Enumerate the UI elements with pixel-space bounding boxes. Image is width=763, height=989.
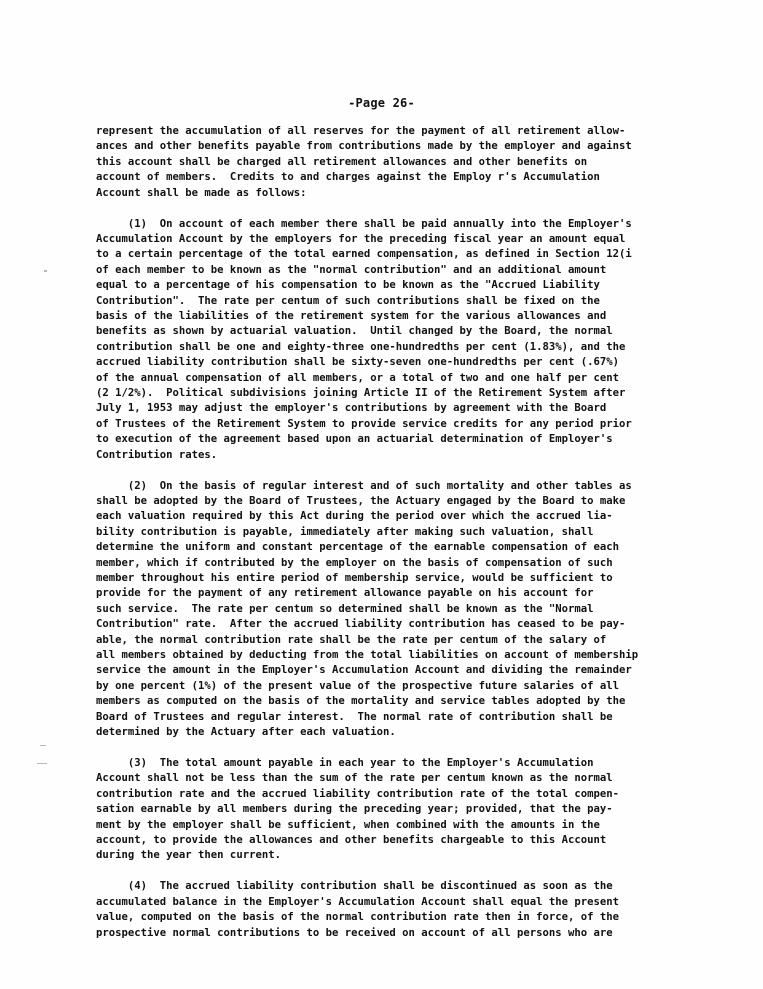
text-line: Contribution" rate. After the accrued liability contribution has ceased to be pay- (96, 618, 626, 631)
text-line: determined by the Actuary after each valuation. (96, 726, 396, 739)
text-line: this account shall be charged all retirement allowances and other benefits on (96, 155, 588, 168)
text-line: shall be adopted by the Board of Trustees, the Actuary engaged by the Board to make (96, 494, 626, 507)
text-line: Accumulation Account by the employers for the preceding fiscal year an amount equal (96, 232, 626, 245)
text-line: Account shall be made as follows: (96, 186, 307, 199)
text-line: value, computed on the basis of the normal contribution rate then in force, of the (96, 911, 619, 924)
paragraph (96, 124, 736, 201)
text-line: represent the accumulation of all reserves for the payment of all retirement allow- (96, 125, 626, 137)
paragraph (96, 479, 736, 741)
text-line: ances and other benefits payable from contributions made by the employer and against (96, 140, 632, 153)
text-line: service the amount in the Employer's Accumulation Account and dividing the remainder (96, 664, 632, 677)
text-line: (2 1/2%). Political subdivisions joining Article II of the Retirement System after (96, 387, 626, 399)
text-line: account of members. Credits to and charges against the Employ r's Accumulation (96, 171, 600, 184)
text-line: members as computed on the basis of the mortality and service tables adopted by the (96, 695, 626, 708)
text-line: able, the normal contribution rate shall be the rate per centum of the salary of (96, 633, 607, 646)
scan-speck (40, 745, 46, 746)
text-line: to execution of the agreement based upon an actuarial determination of Employer's (96, 433, 613, 446)
text-line: (3) The total amount payable in each year to the Employer's Accumulation (96, 756, 594, 769)
text-line: ment by the employer shall be sufficient, when combined with the amounts in the (96, 818, 600, 831)
text-line: sation earnable by all members during the preceding year; provided, that the pay- (96, 803, 613, 816)
text-line: contribution shall be one and eighty-three one-hundredths per cent (1.83%), and the (96, 340, 626, 353)
text-line: accrued liability contribution shall be sixty-seven one-hundredths per cent (.67%) (96, 356, 619, 369)
text-line: Contribution rates. (96, 448, 218, 461)
body-text (96, 124, 736, 956)
scan-speck (37, 763, 47, 764)
text-line: prospective normal contributions to be received on account of all persons who are (96, 926, 613, 939)
text-line: basis of the liabilities of the retirement system for the various allowances and (96, 309, 607, 322)
text-line: account, to provide the allowances and other benefits chargeable to this Account (96, 833, 607, 846)
text-line: equal to a percentage of his compensation to be known as the "Accrued Liability (96, 279, 600, 292)
text-line: of Trustees of the Retirement System to provide service credits for any period prior (96, 417, 632, 430)
text-line: each valuation required by this Act during the period over which the accrued lia- (96, 510, 613, 523)
text-line: determine the uniform and constant percentage of the earnable compensation of each (96, 541, 619, 554)
text-line: July 1, 1953 may adjust the employer's contributions by agreement with the Board (96, 402, 607, 415)
text-line: benefits as shown by actuarial valuation. Until changed by the Board, the normal (96, 325, 613, 338)
text-line: accumulated balance in the Employer's Accumulation Account shall equal the present (96, 895, 619, 908)
paragraph (96, 756, 736, 864)
text-line: during the year then current. (96, 849, 281, 862)
text-line: bility contribution is payable, immediately after making such valuation, shall (96, 525, 594, 538)
scan-speck (44, 270, 47, 272)
text-line: (1) On account of each member there shall be paid annually into the Employer's (96, 217, 632, 230)
text-line: Contribution". The rate per centum of such contributions shall be fixed on the (96, 294, 600, 307)
text-line: all members obtained by deducting from the total liabilities on account of membership (96, 649, 639, 661)
text-line: Account shall not be less than the sum of the rate per centum known as the normal (96, 772, 613, 785)
text-line: member, which if contributed by the employer on the basis of compensation of such (96, 556, 613, 569)
text-line: (2) On the basis of regular interest and of such mortality and other tables as (96, 479, 632, 492)
text-line: by one percent (1%) of the present value of the prospective future salaries of all (96, 679, 619, 692)
text-line: Board of Trustees and regular interest. The normal rate of contribution shall be (96, 710, 613, 723)
text-line: contribution rate and the accrued liability contribution rate of the total compen- (96, 787, 619, 800)
text-line: to a certain percentage of the total earned compensation, as defined in Section 12(i (96, 248, 632, 261)
text-line: member throughout his entire period of membership service, would be sufficient to (96, 571, 613, 584)
text-line: of the annual compensation of all members, or a total of two and one half per cent (96, 371, 619, 384)
paragraph (96, 879, 736, 941)
text-line: provide for the payment of any retirement allowance payable on his account for (96, 587, 594, 600)
text-line: (4) The accrued liability contribution shall be discontinued as soon as the (96, 880, 613, 893)
paragraph (96, 217, 736, 464)
page-number: -Page 26- (348, 96, 415, 110)
text-line: such service. The rate per centum so determined shall be known as the "Normal (96, 602, 594, 615)
text-line: of each member to be known as the "normal contribution" and an additional amount (96, 263, 607, 276)
